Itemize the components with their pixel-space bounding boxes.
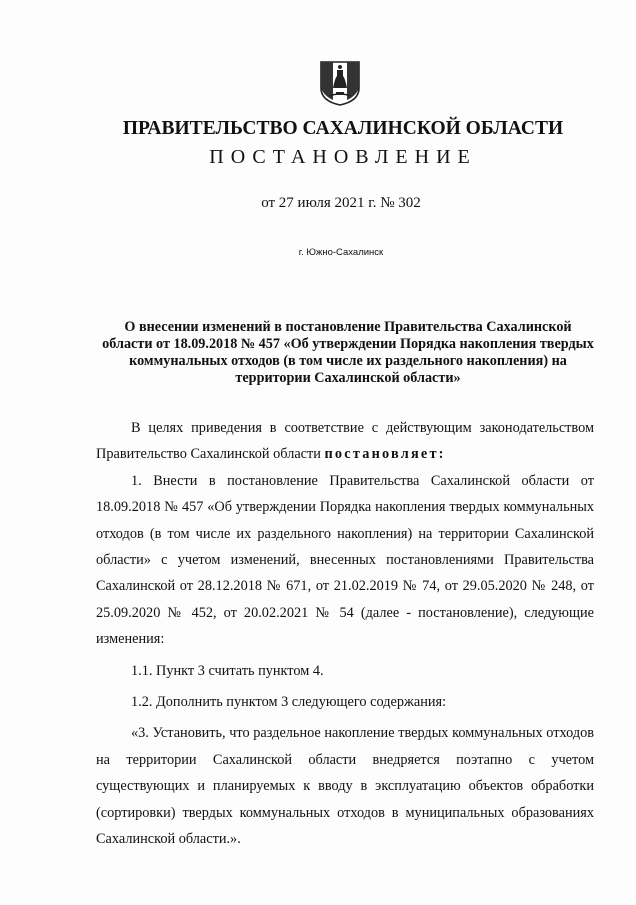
preamble-paragraph (96, 415, 594, 468)
item-1-2-paragraph: 1.2. Дополнить пунктом 3 следующего содержания: (131, 694, 447, 711)
quote-paragraph: «3. Установить, что раздельное накопление твердых коммунальных отходов на территории Сахалинской области внедряется поэтапно с учетом существующих и планируемых к вводу в эксплуатацию объектов обработки (сортировки) твердых коммунальных отходов в муниципальных образованиях Сахалинской области.». (96, 725, 594, 848)
decree-word: постановляет: (324, 446, 446, 463)
coat-of-arms-icon (319, 58, 361, 106)
government-title: ПРАВИТЕЛЬСТВО САХАЛИНСКОЙ ОБЛАСТИ (122, 118, 564, 139)
document-city: г. Южно-Сахалинск (298, 247, 384, 258)
preamble-text: В целях приведения в соответствие с действующим законодательством Правительство Сахалинской области (96, 420, 594, 463)
document-body (96, 415, 594, 853)
document-date-number: от 27 июля 2021 г. № 302 (261, 195, 421, 211)
item-1-1-paragraph: 1.1. Пункт 3 считать пунктом 4. (131, 662, 324, 679)
document-subject: О внесении изменений в постановление Правительства Сахалинской области от 18.09.2018 № 457 «Об утверждении Порядка накопления твердых коммунальных отходов (в том числе их раздельного накопления) на территории Сахалинской области» (102, 319, 594, 386)
item-1-paragraph: 1. Внести в постановление Правительства Сахалинской области от 18.09.2018 № 457 «Об утверждении Порядка накопления твердых коммунальных отходов (в том числе их раздельного накопления) на территории Сахалинской области» с учетом изменений, внесенных постановлениями Правительства Сахалинской от 28.12.2018 № 671, от 21.02.2019 № 74, от 29.05.2020 № 248, от 25.09.2020 № 452, от 20.02.2021 № 54 (далее - постановление), следующие изменения: (96, 472, 594, 648)
document-type: ПОСТАНОВЛЕНИЕ (209, 146, 477, 168)
